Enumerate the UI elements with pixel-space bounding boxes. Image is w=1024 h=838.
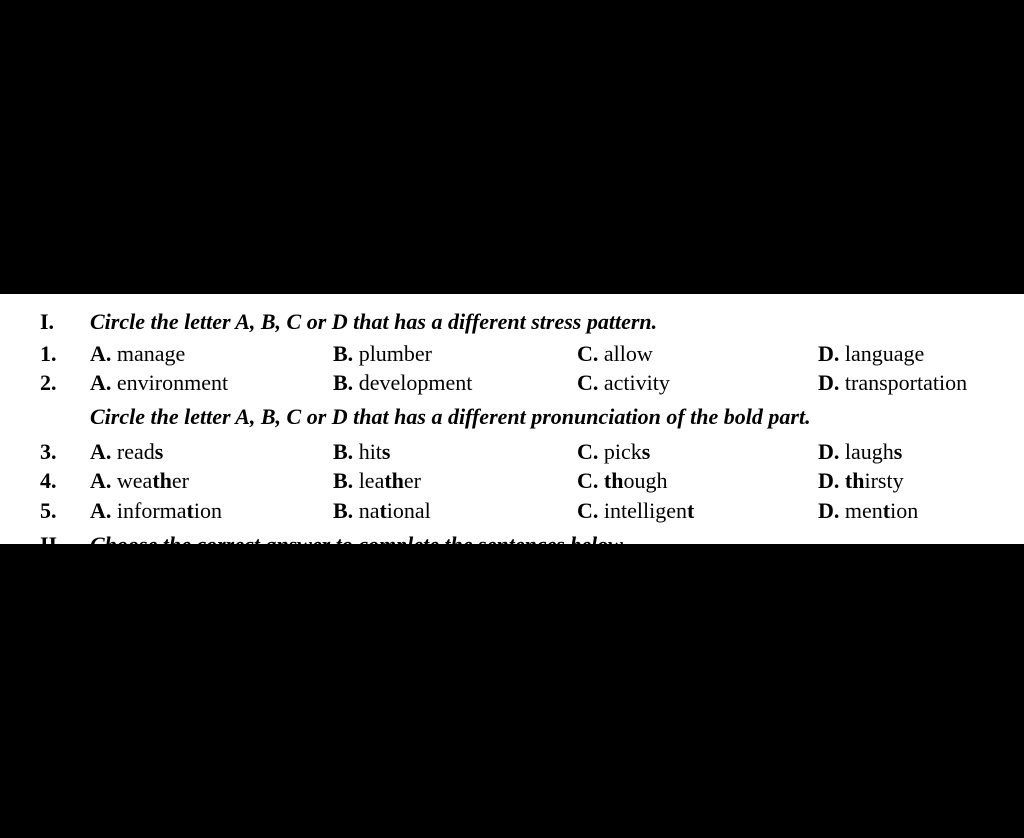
option-a xyxy=(90,437,163,467)
option-letter: D. xyxy=(818,370,840,395)
question-number: 2. xyxy=(40,370,57,395)
option-d xyxy=(818,496,918,526)
option-letter: B. xyxy=(333,498,354,523)
question-row xyxy=(0,368,1024,398)
option-word: environment xyxy=(116,370,229,395)
option-d xyxy=(818,339,924,369)
option-word: manage xyxy=(116,341,186,366)
option-b xyxy=(333,339,432,369)
bold-part: th xyxy=(844,468,865,493)
section-instruction: Circle the letter A, B, C or D that has a different stress pattern. xyxy=(90,309,658,334)
word-part: pick xyxy=(603,439,642,464)
option-letter: B. xyxy=(333,341,354,366)
option-letter: D. xyxy=(818,468,840,493)
word-part: lea xyxy=(358,468,385,493)
option-word: transportation xyxy=(844,370,968,395)
option-letter: D. xyxy=(818,439,840,464)
question-row xyxy=(0,339,1024,369)
section-number: II. xyxy=(40,532,63,557)
option-b xyxy=(333,437,390,467)
option-c xyxy=(577,496,694,526)
question-number: 5. xyxy=(40,498,57,523)
worksheet-strip xyxy=(0,294,1024,557)
bold-part: th xyxy=(152,468,172,493)
option-letter: A. xyxy=(90,439,112,464)
option-letter: B. xyxy=(333,468,354,493)
option-letter: D. xyxy=(818,341,840,366)
word-part: ion xyxy=(193,498,222,523)
option-letter: A. xyxy=(90,370,112,395)
option-word: activity xyxy=(603,370,670,395)
option-letter: B. xyxy=(333,439,354,464)
option-letter: A. xyxy=(90,498,112,523)
section-instruction: Circle the letter A, B, C or D that has a different pronunciation of the bold part. xyxy=(90,404,811,429)
option-a xyxy=(90,496,222,526)
bold-part: t xyxy=(379,498,387,523)
question-number: 1. xyxy=(40,341,57,366)
option-b xyxy=(333,466,421,496)
word-part: hit xyxy=(358,439,382,464)
option-letter: C. xyxy=(577,341,599,366)
option-a xyxy=(90,466,189,496)
option-c xyxy=(577,339,653,369)
option-letter: C. xyxy=(577,498,599,523)
option-letter: B. xyxy=(333,370,354,395)
bold-part: th xyxy=(603,468,624,493)
bold-part: s xyxy=(893,439,903,464)
section-instruction: Choose the correct answer to complete the sentences below. xyxy=(90,532,628,557)
word-part: ough xyxy=(623,468,668,493)
section-number: I. xyxy=(40,309,55,334)
question-row xyxy=(0,437,1024,467)
option-letter: C. xyxy=(577,468,599,493)
option-d xyxy=(818,466,904,496)
word-part: ion xyxy=(890,498,919,523)
option-letter: C. xyxy=(577,370,599,395)
option-c xyxy=(577,437,650,467)
word-part: wea xyxy=(116,468,153,493)
option-word: development xyxy=(358,370,473,395)
option-letter: A. xyxy=(90,341,112,366)
option-word: language xyxy=(844,341,925,366)
bold-part: s xyxy=(641,439,651,464)
section-1-heading xyxy=(0,307,1024,337)
bold-part: th xyxy=(384,468,404,493)
pronunciation-heading xyxy=(0,402,1024,432)
question-row xyxy=(0,466,1024,496)
option-a xyxy=(90,368,228,398)
question-number: 3. xyxy=(40,439,57,464)
word-part: men xyxy=(844,498,883,523)
word-part: er xyxy=(171,468,189,493)
option-b xyxy=(333,496,431,526)
word-part: read xyxy=(116,439,155,464)
option-letter: D. xyxy=(818,498,840,523)
question-number: 4. xyxy=(40,468,57,493)
bold-part: t xyxy=(882,498,891,523)
option-letter: A. xyxy=(90,468,112,493)
section-2-heading-clipped xyxy=(0,530,1024,560)
option-c xyxy=(577,368,670,398)
option-c xyxy=(577,466,667,496)
option-d xyxy=(818,437,902,467)
option-d xyxy=(818,368,967,398)
option-word: allow xyxy=(603,341,653,366)
word-part: irsty xyxy=(864,468,904,493)
bold-part: t xyxy=(186,498,194,523)
bold-part: s xyxy=(381,439,391,464)
word-part: laugh xyxy=(844,439,894,464)
option-b xyxy=(333,368,472,398)
question-row xyxy=(0,496,1024,526)
word-part: ional xyxy=(386,498,431,523)
option-letter: C. xyxy=(577,439,599,464)
option-a xyxy=(90,339,185,369)
bold-part: s xyxy=(154,439,164,464)
word-part: er xyxy=(403,468,421,493)
bold-part: t xyxy=(686,498,695,523)
word-part: intelligen xyxy=(603,498,687,523)
word-part: informa xyxy=(116,498,187,523)
word-part: na xyxy=(358,498,380,523)
option-word: plumber xyxy=(358,341,433,366)
